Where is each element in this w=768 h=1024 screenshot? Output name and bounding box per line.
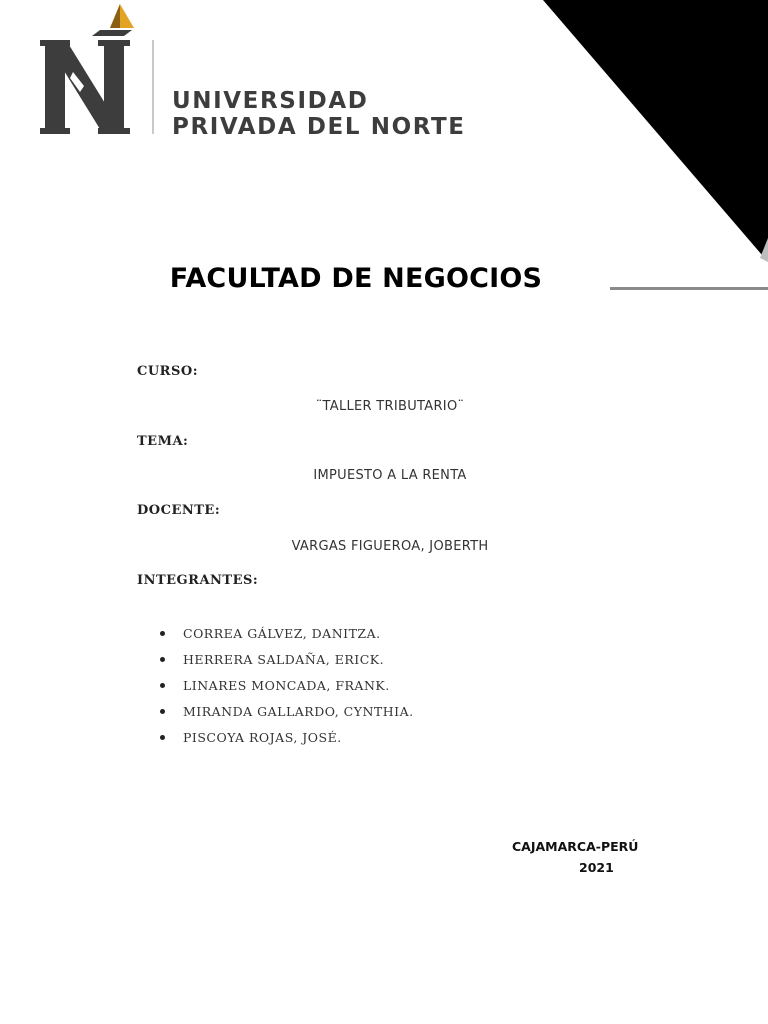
footer-city: CAJAMARCA-PERÚ <box>512 839 639 854</box>
faculty-title: FACULTAD DE NEGOCIOS <box>169 263 543 294</box>
topic-label: TEMA: <box>137 434 189 449</box>
list-item <box>160 678 414 704</box>
member-name: MIRANDA GALLARDO, CYNTHIA. <box>183 704 414 719</box>
logo-divider <box>152 40 154 134</box>
members-list <box>160 626 414 756</box>
university-name-line-2: PRIVADA DEL NORTE <box>172 114 466 140</box>
member-name: PISCOYA ROJAS, JOSÉ. <box>183 730 342 745</box>
members-label: INTEGRANTES: <box>137 573 259 588</box>
list-item <box>160 704 414 730</box>
list-item <box>160 626 414 652</box>
member-name: LINARES MONCADA, FRANK. <box>183 678 390 693</box>
footer-year: 2021 <box>579 860 614 875</box>
teacher-value: VARGAS FIGUEROA, JOBERTH <box>291 539 489 554</box>
university-name-line-1: UNIVERSIDAD <box>172 88 369 114</box>
bullet-icon <box>160 709 165 714</box>
list-item <box>160 730 414 756</box>
topic-value: IMPUESTO A LA RENTA <box>313 468 467 483</box>
member-name: HERRERA SALDAÑA, ERICK. <box>183 652 385 667</box>
bullet-icon <box>160 657 165 662</box>
list-item <box>160 652 414 678</box>
course-value: ¨TALLER TRIBUTARIO¨ <box>315 399 465 414</box>
bullet-icon <box>160 683 165 688</box>
member-name: CORREA GÁLVEZ, DANITZA. <box>183 626 381 641</box>
bullet-icon <box>160 631 165 636</box>
upn-logo-icon <box>40 2 144 136</box>
bullet-icon <box>160 735 165 740</box>
teacher-label: DOCENTE: <box>137 503 221 518</box>
course-label: CURSO: <box>137 364 198 379</box>
